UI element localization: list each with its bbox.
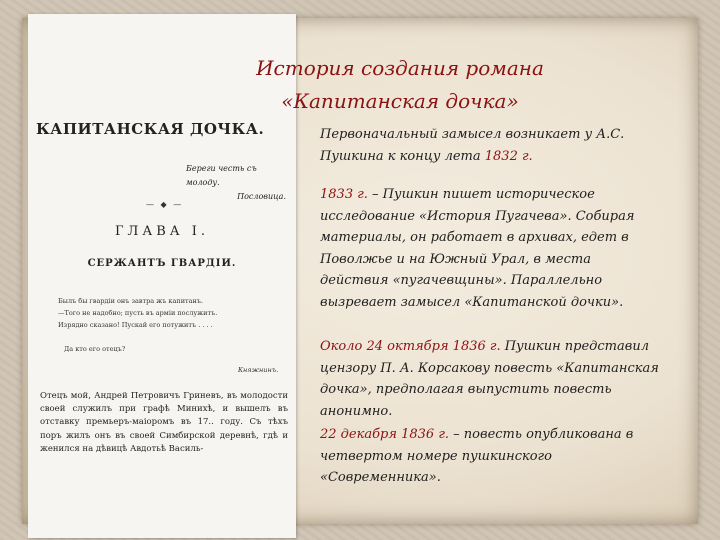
epigraph-text: Береги честь съ молоду. <box>186 164 257 187</box>
paragraph-date: Около 24 октября 1836 г. <box>320 339 501 354</box>
verse-author: Княжнинъ. <box>238 366 279 374</box>
paragraph-text: Пушкин представил цензору П. А. Корсакову повесть «Капитанская дочка», предполагая выпустить повесть анонимно. <box>320 339 659 419</box>
epigraph-verse-line: —Того не надобно; пусть въ армiи послужитъ. <box>58 309 218 317</box>
paragraph-text: – Пушкин пишет историческое исследование «История Пугачева». Собирая материалы, он работает в архивах, едет в Поволжье и на Южный Урал, в места действия «пугачевщины». Параллельно вызревает замысел «Капитанской дочки». <box>320 187 635 310</box>
paragraph-date: 22 декабря 1836 г. <box>320 427 450 442</box>
book-title: КАПИТАНСКАЯ ДОЧКА. <box>36 120 265 138</box>
paragraph-text: Первоначальный замысел возникает у А.С. Пушкина к концу лета <box>320 127 625 164</box>
paragraph-date: 1832 г. <box>484 148 533 164</box>
paragraph-dec-1836 <box>320 424 660 489</box>
book-body-text: Отецъ мой, Андрей Петровичъ Гриневъ, въ молодости своей служилъ при графѣ Минихѣ, и вышелъ въ отставку премьеръ-маіоромъ въ 17.. году. Съ тѣхъ поръ жилъ онъ въ своей Симбирской деревнѣ, гдѣ и женился на дѣвицѣ Авдотьѣ Василь- <box>40 391 288 454</box>
chapter-heading: ГЛАВА I. <box>114 224 210 239</box>
ornament: — ◆ — <box>146 200 184 209</box>
epigraph-source: Пословица. <box>237 192 286 201</box>
paragraph-date: 1833 г. <box>320 187 368 202</box>
paragraph-1832 <box>320 124 660 167</box>
slide-title <box>250 52 550 118</box>
chapter-subheading: СЕРЖАНТЪ ГВАРДІИ. <box>87 258 237 269</box>
paragraph-oct-1836 <box>320 336 660 422</box>
paragraph-1833 <box>320 184 660 313</box>
epigraph-verse-line: Былъ бы гвардіи онъ завтра жъ капитанъ. <box>58 297 204 305</box>
epigraph <box>186 162 292 204</box>
slide-title-line: «Капитанская дочка» <box>281 89 519 113</box>
slide-title-line: История создания романа <box>256 56 544 80</box>
epigraph-verse-line: Изрядно сказано! Пускай его потужитъ . . . . <box>58 321 213 329</box>
paragraph-text: – повесть опубликована в четвертом номере пушкинского «Современника». <box>320 427 634 485</box>
epigraph-verse-line: Да кто его отецъ? <box>64 345 126 353</box>
